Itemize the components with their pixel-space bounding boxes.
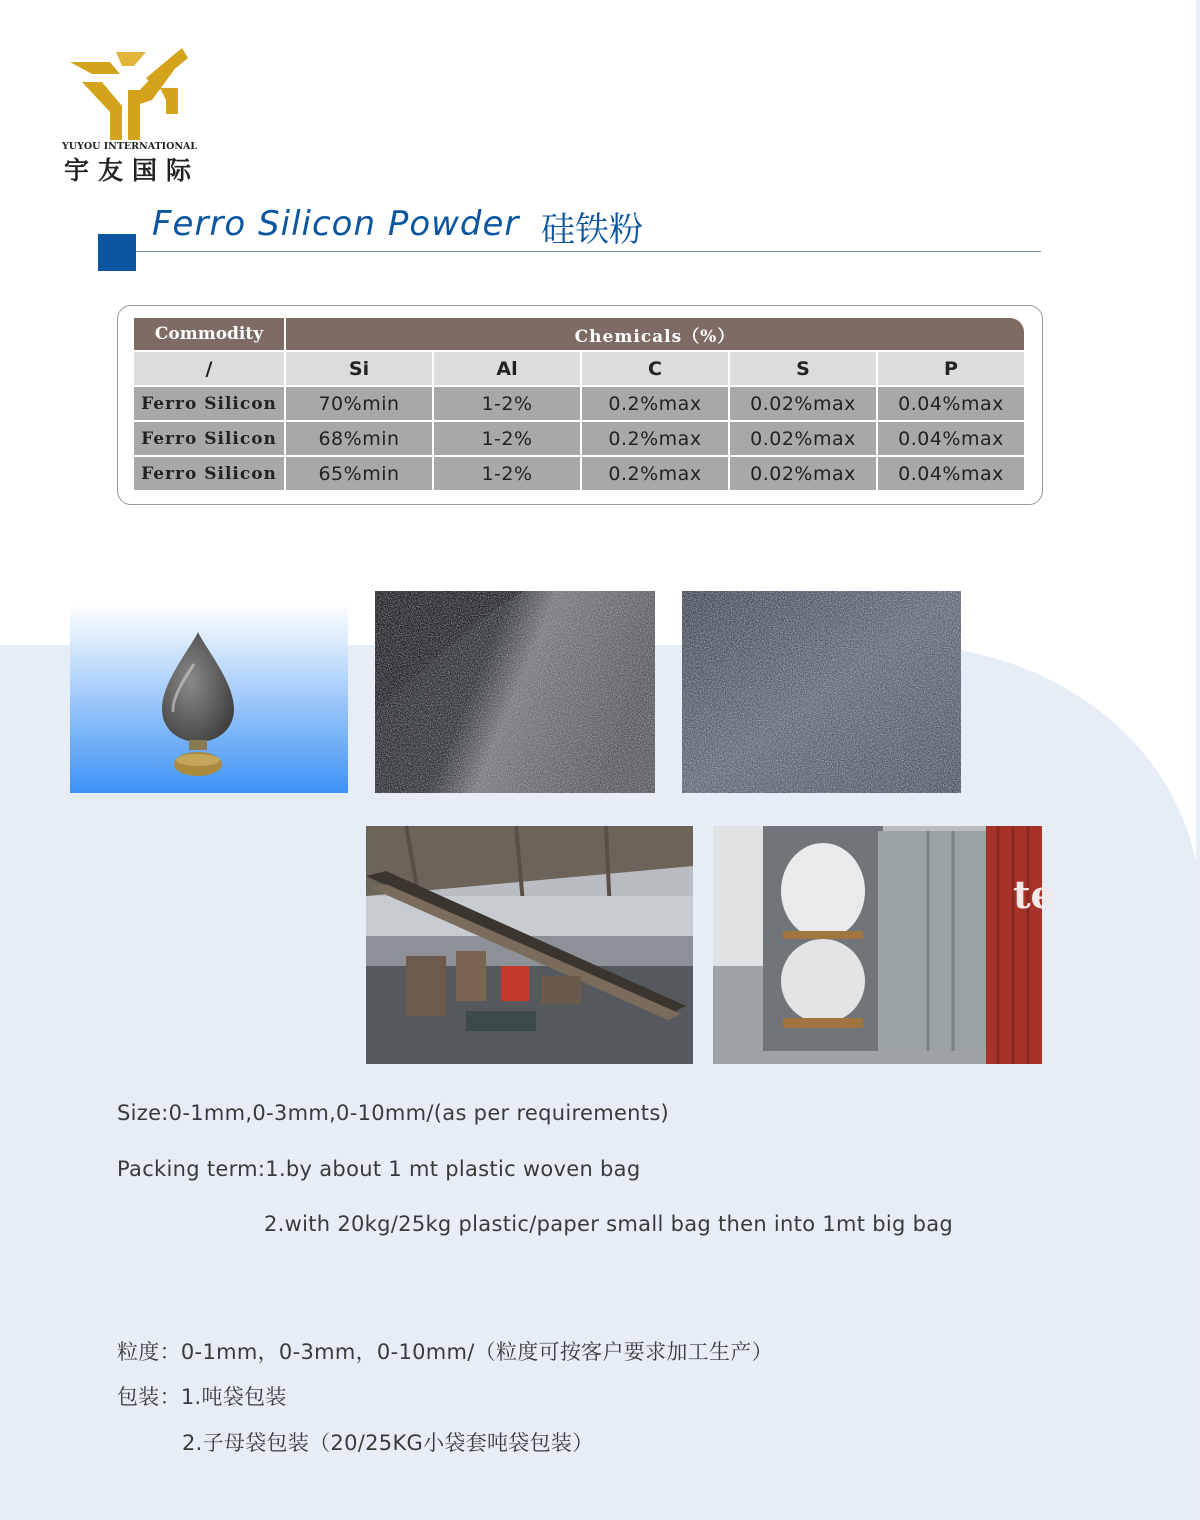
table-row [134, 455, 1024, 490]
column-header: C [580, 350, 728, 385]
chemical-spec-table [134, 318, 1024, 490]
page-title: Ferro Silicon Powder [152, 204, 520, 244]
table-cell: 70%min [284, 385, 432, 420]
table-cell: 0.02%max [728, 455, 876, 490]
table-cell: 0.2%max [580, 385, 728, 420]
column-header: Al [432, 350, 580, 385]
chinese-packing-1: 包装：1.吨袋包装 [117, 1385, 287, 1409]
chemicals-header: Chemicals（%） [284, 318, 1024, 350]
container-lettering: te [1013, 872, 1055, 917]
commodity-header: Commodity [134, 318, 284, 350]
packing-spec-2: 2.with 20kg/25kg plastic/paper small bag then into 1mt big bag [264, 1212, 954, 1236]
shipping-container-photo [713, 826, 1055, 1064]
table-cell: 0.2%max [580, 420, 728, 455]
column-header: P [876, 350, 1024, 385]
packing-spec-1: Packing term:1.by about 1 mt plastic woven bag [117, 1157, 641, 1181]
table-cell: 0.04%max [876, 385, 1024, 420]
table-cell: 0.04%max [876, 420, 1024, 455]
table-cell: 1-2% [432, 455, 580, 490]
table-cell: Ferro Silicon [134, 385, 284, 420]
powder-heap-photo [375, 591, 655, 793]
title-square-marker [98, 234, 136, 271]
column-header: S [728, 350, 876, 385]
table-row [134, 420, 1024, 455]
table-cell: 0.02%max [728, 420, 876, 455]
table-cell: 1-2% [432, 385, 580, 420]
title-underline [136, 251, 1041, 252]
table-cell: 0.04%max [876, 455, 1024, 490]
table-cell: Ferro Silicon [134, 420, 284, 455]
factory-conveyor-photo [366, 826, 693, 1064]
chinese-packing-2: 2.子母袋包装（20/25KG小袋套吨袋包装） [182, 1431, 594, 1455]
page-title-chinese: 硅铁粉 [541, 210, 643, 250]
table-cell: 0.02%max [728, 385, 876, 420]
table-row [134, 385, 1024, 420]
page-edge [1196, 0, 1200, 1520]
table-cell: 68%min [284, 420, 432, 455]
powder-closeup-photo [682, 591, 961, 793]
logo-english-text: YUYOU INTERNATIONAL [62, 141, 198, 152]
powder-flask-photo [70, 604, 348, 793]
column-header: / [134, 350, 284, 385]
size-spec: Size:0-1mm,0-3mm,0-10mm/(as per requirements) [117, 1101, 670, 1125]
table-header-row [134, 318, 1024, 350]
logo-chinese-text: 宇友国际 [64, 156, 201, 185]
table-column-row [134, 350, 1024, 385]
table-cell: 0.2%max [580, 455, 728, 490]
chinese-size-spec: 粒度：0-1mm，0-3mm，0-10mm/（粒度可按客户要求加工生产） [117, 1340, 773, 1364]
table-cell: Ferro Silicon [134, 455, 284, 490]
table-cell: 1-2% [432, 420, 580, 455]
column-header: Si [284, 350, 432, 385]
table-cell: 65%min [284, 455, 432, 490]
